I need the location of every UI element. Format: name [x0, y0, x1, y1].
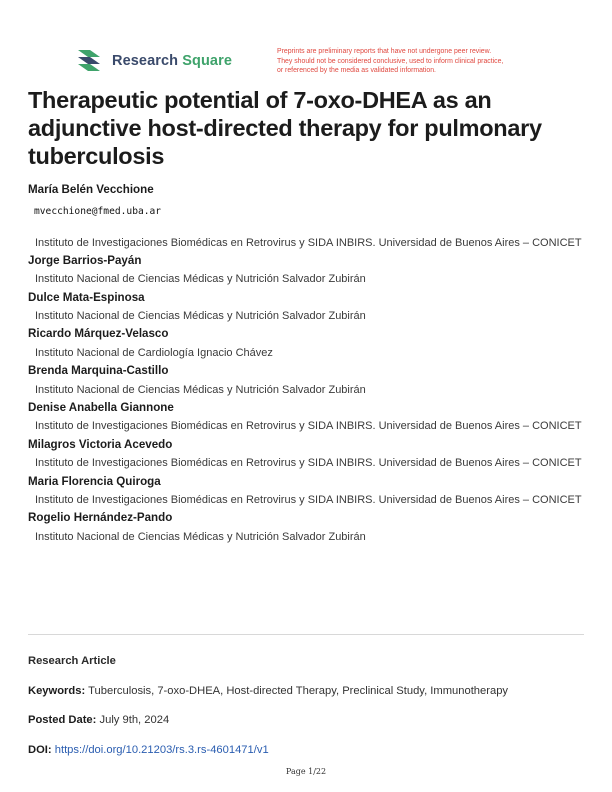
logo-text-main: Research — [112, 53, 179, 69]
author-affiliation: Instituto Nacional de Ciencias Médicas y Nutrición Salvador Zubirán — [35, 383, 366, 396]
author-affiliation: Instituto Nacional de Ciencias Médicas y Nutrición Salvador Zubirán — [35, 273, 366, 286]
author-name: Rogelio Hernández-Pando — [28, 511, 173, 525]
author-name: Jorge Barrios-Payán — [28, 253, 142, 267]
author-affiliation: Instituto Nacional de Ciencias Médicas y Nutrición Salvador Zubirán — [35, 310, 366, 323]
doi-line — [28, 744, 269, 756]
keywords-label: Keywords: — [28, 685, 86, 697]
section-divider — [28, 634, 584, 635]
logo-text-accent: Square — [182, 53, 232, 69]
paper-title: Therapeutic potential of 7-oxo-DHEA as an adjunctive host-directed therapy for pulmonary tuberculosis — [28, 87, 542, 169]
keywords-line — [28, 685, 508, 697]
doi-link[interactable]: https://doi.org/10.21203/rs.3.rs-4601471/v1 — [54, 744, 269, 756]
logo-text — [112, 53, 232, 69]
author-affiliation: Instituto de Investigaciones Biomédicas en Retrovirus y SIDA INBIRS. Universidad de Buenos Aires – CONICET — [35, 420, 582, 433]
page-number: Page 1/22 — [285, 767, 327, 776]
disclaimer-line: or referenced by the media as validated information. — [277, 67, 436, 75]
article-type: Research Article — [28, 655, 116, 667]
posted-date-label: Posted Date: — [28, 714, 97, 726]
author-name: Maria Florencia Quiroga — [28, 474, 161, 488]
disclaimer-line: Preprints are preliminary reports that have not undergone peer review. — [277, 48, 492, 55]
author-name: Denise Anabella Giannone — [28, 400, 174, 414]
author-name: Milagros Victoria Acevedo — [28, 437, 173, 451]
author-affiliation: Instituto Nacional de Cardiología Ignacio Chávez — [35, 346, 273, 359]
disclaimer-line: They should not be considered conclusive, used to inform clinical practice, — [277, 57, 504, 65]
author-affiliation: Instituto de Investigaciones Biomédicas en Retrovirus y SIDA INBIRS. Universidad de Buenos Aires – CONICET — [35, 236, 582, 249]
posted-date-value: July 9th, 2024 — [99, 714, 170, 726]
author-name: Ricardo Márquez-Velasco — [28, 327, 169, 341]
author-affiliation: Instituto Nacional de Ciencias Médicas y Nutrición Salvador Zubirán — [35, 530, 366, 543]
research-square-logo-icon — [76, 48, 106, 74]
author-list — [28, 181, 584, 546]
author-name: Brenda Marquina-Castillo — [28, 364, 169, 378]
posted-date-line — [28, 714, 169, 726]
author-affiliation: Instituto de Investigaciones Biomédicas en Retrovirus y SIDA INBIRS. Universidad de Buenos Aires – CONICET — [35, 494, 582, 507]
author-affiliation: Instituto de Investigaciones Biomédicas en Retrovirus y SIDA INBIRS. Universidad de Buenos Aires – CONICET — [35, 457, 582, 470]
keywords-value: Tuberculosis, 7-oxo-DHEA, Host-directed Therapy, Preclinical Study, Immunotherapy — [88, 685, 509, 697]
author-email[interactable]: mvecchione@fmed.uba.ar — [34, 205, 162, 217]
author-name: Dulce Mata-Espinosa — [28, 290, 145, 304]
preprint-disclaimer — [277, 47, 567, 76]
author-name: María Belén Vecchione — [28, 183, 154, 196]
doi-label: DOI: — [28, 744, 52, 756]
research-square-logo — [76, 48, 232, 74]
